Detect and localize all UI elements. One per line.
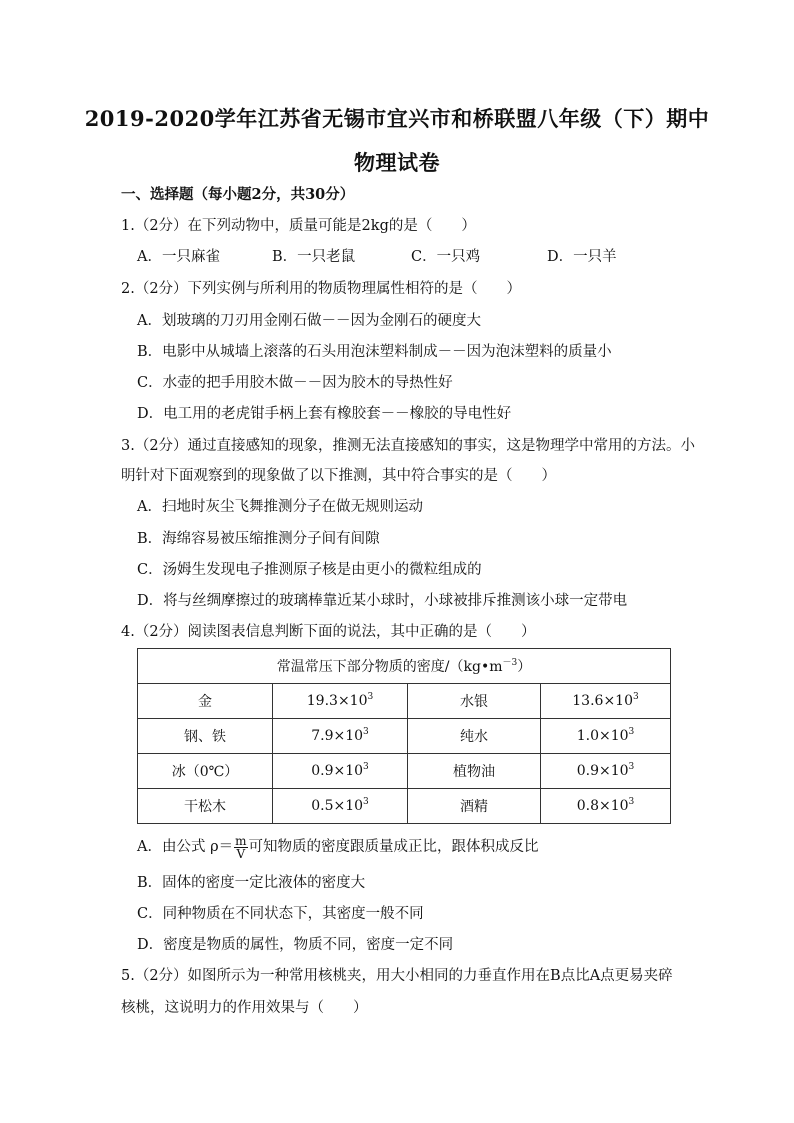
q4-option-d: D．密度是物质的属性，物质不同，密度一定不同: [137, 937, 454, 953]
q3-option-d: D．将与丝绸摩擦过的玻璃棒靠近某小球时，小球被排斥推测该小球一定带电: [137, 593, 628, 609]
question-1-stem: 1.（2分）在下列动物中，质量可能是2kg的是（ ）: [121, 218, 476, 234]
q1-option-b: B．一只老鼠: [272, 249, 356, 265]
q3-option-b: B．海绵容易被压缩推测分子间有间隙: [137, 531, 380, 547]
q2-option-a: A．划玻璃的刀刃用金刚石做－－因为金刚石的硬度大: [137, 313, 481, 329]
table-row: [138, 684, 671, 719]
table-caption: 常温常压下部分物质的密度$/(kg•m^{-3})$: [138, 649, 671, 684]
q1-option-c: C．一只鸡: [411, 249, 481, 265]
question-5-stem-line1: 5.（2分）如图所示为一种常用核桃夹，用大小相同的力垂直作用在B点比A点更易夹碎: [121, 968, 673, 984]
table-cell-value: $0.5\times 10^3$: [273, 789, 408, 824]
exam-title-line2: 物理试卷: [354, 150, 440, 175]
table-cell-name: 钢、铁: [138, 719, 273, 754]
table-caption-row: [138, 649, 671, 684]
table-cell-name: 冰（0℃）: [138, 754, 273, 789]
question-3-stem-line1: 3.（2分）通过直接感知的现象，推测无法直接感知的事实，这是物理学中常用的方法。小: [121, 438, 696, 454]
table-cell-value: $0.9\times 10^3$: [273, 754, 408, 789]
question-5-stem-line2: 核桃，这说明力的作用效果与（ ）: [121, 1000, 368, 1016]
table-cell-value: $19.3\times 10^3$: [273, 684, 408, 719]
table-cell-name: 金: [138, 684, 273, 719]
question-2-stem: 2.（2分）下列实例与所利用的物质物理属性相符的是（ ）: [121, 281, 522, 297]
question-4-stem: 4.（2分）阅读图表信息判断下面的说法，其中正确的是（ ）: [121, 624, 536, 640]
q4-option-b: B．固体的密度一定比液体的密度大: [137, 875, 366, 891]
q3-option-a: A．扫地时灰尘飞舞推测分子在做无规则运动: [137, 499, 423, 515]
table-cell-name: 干松木: [138, 789, 273, 824]
table-cell-value: $0.8\times 10^3$: [541, 789, 671, 824]
q2-option-c: C．水壶的把手用胶木做－－因为胶木的导热性好: [137, 375, 453, 391]
q2-option-b: B．电影中从城墙上滚落的石头用泡沫塑料制成－－因为泡沫塑料的质量小: [137, 344, 612, 360]
table-cell-value: $7.9\times 10^3$: [273, 719, 408, 754]
table-cell-name: 纯水: [408, 719, 541, 754]
table-cell-name: 酒精: [408, 789, 541, 824]
table-cell-name: 植物油: [408, 754, 541, 789]
density-table: [137, 648, 671, 824]
density-formula-fraction: $\frac{m}{V}$: [235, 833, 247, 861]
table-row: [138, 754, 671, 789]
q2-option-d: D．电工用的老虎钳手柄上套有橡胶套－－橡胶的导电性好: [137, 406, 512, 422]
table-cell-value: $1.0\times 10^3$: [541, 719, 671, 754]
table-row: [138, 719, 671, 754]
question-3-stem-line2: 明针对下面观察到的现象做了以下推测，其中符合事实的是（ ）: [121, 468, 556, 484]
q3-option-c: C．汤姆生发现电子推测原子核是由更小的微粒组成的: [137, 562, 482, 578]
q4-option-a: A．由公式 ρ＝ $\frac{m}{V}$ 可知物质的密度跟质量成正比，跟体积成反比: [137, 833, 539, 861]
table-row: [138, 789, 671, 824]
section-heading: 一、选择题（每小题2分，共30分）: [121, 186, 355, 203]
exam-title-line1: 2019-2020学年江苏省无锡市宜兴市和桥联盟八年级（下）期中: [84, 106, 710, 131]
q4-option-c: C．同种物质在不同状态下，其密度一般不同: [137, 906, 424, 922]
table-cell-value: $13.6\times 10^3$: [541, 684, 671, 719]
q1-option-d: D．一只羊: [547, 249, 617, 265]
table-cell-value: $0.9\times 10^3$: [541, 754, 671, 789]
q1-option-a: A．一只麻雀: [137, 249, 220, 265]
table-cell-name: 水银: [408, 684, 541, 719]
